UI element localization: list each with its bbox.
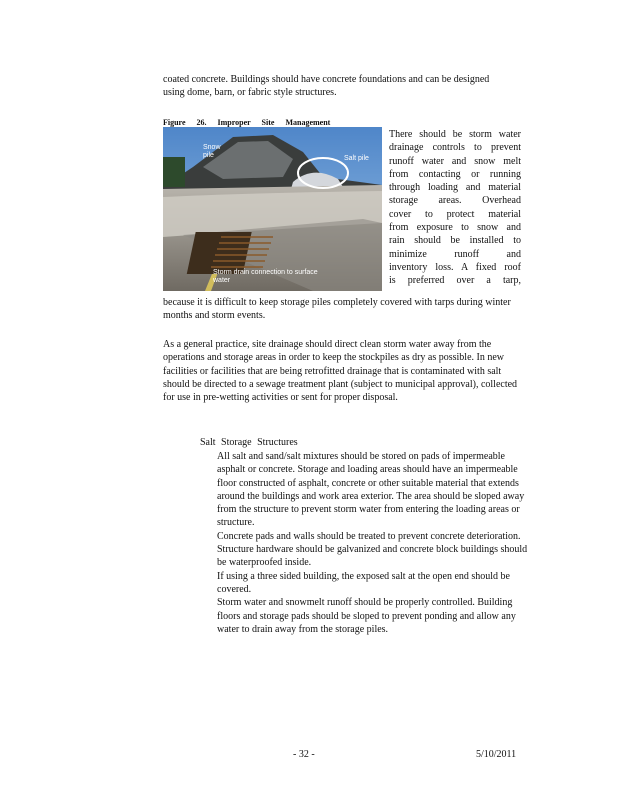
side-text-line: rain should be installed to [389, 235, 521, 247]
list-item-text: Structure hardware should be galvanized and concrete block buildings should be waterproofed inside. [217, 544, 528, 569]
side-text-line: cover to protect material [389, 208, 521, 220]
side-text-line: storage areas. Overhead [389, 195, 521, 207]
section-heading: Salt Storage Structures [200, 437, 298, 448]
after-figure-paragraph: because it is difficult to keep storage piles completely covered with tarps during winter months and storm events. [163, 297, 511, 322]
side-text-line: is preferred over a tarp, [389, 275, 521, 287]
list-item [200, 596, 530, 636]
side-text-line: runoff water and snow melt [389, 155, 521, 167]
list-item-text: All salt and sand/salt mixtures should be stored on pads of impermeable asphalt or concrete. Storage and loading areas should have an impermeable floor constructed of asphalt, concrete or other suitable material that extends around the buildings and work area exterior. The area should be sloped away from the structure to prevent storm water from entering the loading areas or structure. [217, 451, 525, 529]
storm-drain-photo [163, 127, 382, 291]
storm-drain-label: Storm drain connection to surface water [213, 269, 318, 284]
side-text-line: through loading and material [389, 182, 521, 194]
figure-photo [163, 127, 382, 291]
side-text-line: from contacting or running [389, 168, 521, 180]
side-text-line: inventory loss. A fixed roof [389, 261, 521, 273]
intro-paragraph: coated concrete. Buildings should have concrete foundations and can be designed using dome, barn, or fabric style structures. [163, 74, 490, 99]
side-text-line: There should be storm water [389, 129, 521, 140]
list-item-text: Storm water and snowmelt runoff should be properly controlled. Building floors and storage pads should be sloped to prevent ponding and allow any water to drain away from the storage piles. [217, 597, 516, 635]
list-item [200, 530, 530, 543]
figure-side-text [389, 128, 521, 288]
salt-pile-label: Salt pile [344, 155, 369, 162]
list-item [200, 450, 530, 530]
list-item [200, 570, 530, 597]
figure-caption: Figure 26. Improper Site Management [163, 118, 331, 127]
side-text-line: minimize runoff and [389, 248, 521, 260]
list-item-text: Concrete pads and walls should be treated to prevent concrete deterioration. [217, 530, 521, 542]
page-number: - 32 - [293, 749, 315, 760]
bullet-list [200, 450, 530, 636]
list-item-text: If using a three sided building, the exposed salt at the open end should be covered. [217, 570, 510, 595]
snow-pile-label: Snow pile [203, 144, 221, 159]
side-text-line: drainage controls to prevent [389, 142, 521, 154]
footer-date: 5/10/2011 [476, 749, 517, 760]
side-text-line: from exposure to snow and [389, 222, 521, 234]
list-item [200, 543, 530, 570]
general-practice-paragraph: As a general practice, site drainage should direct clean storm water away from the operations and storage areas in order to keep the stockpiles as dry as possible. In new facilities or facilities that are being retrofitted drainage that is contaminated with salt should be directed to a sewage treatment plant (subject to municipal approval), collected for use in pre-wetting activities or sent for proper disposal. [163, 339, 518, 404]
